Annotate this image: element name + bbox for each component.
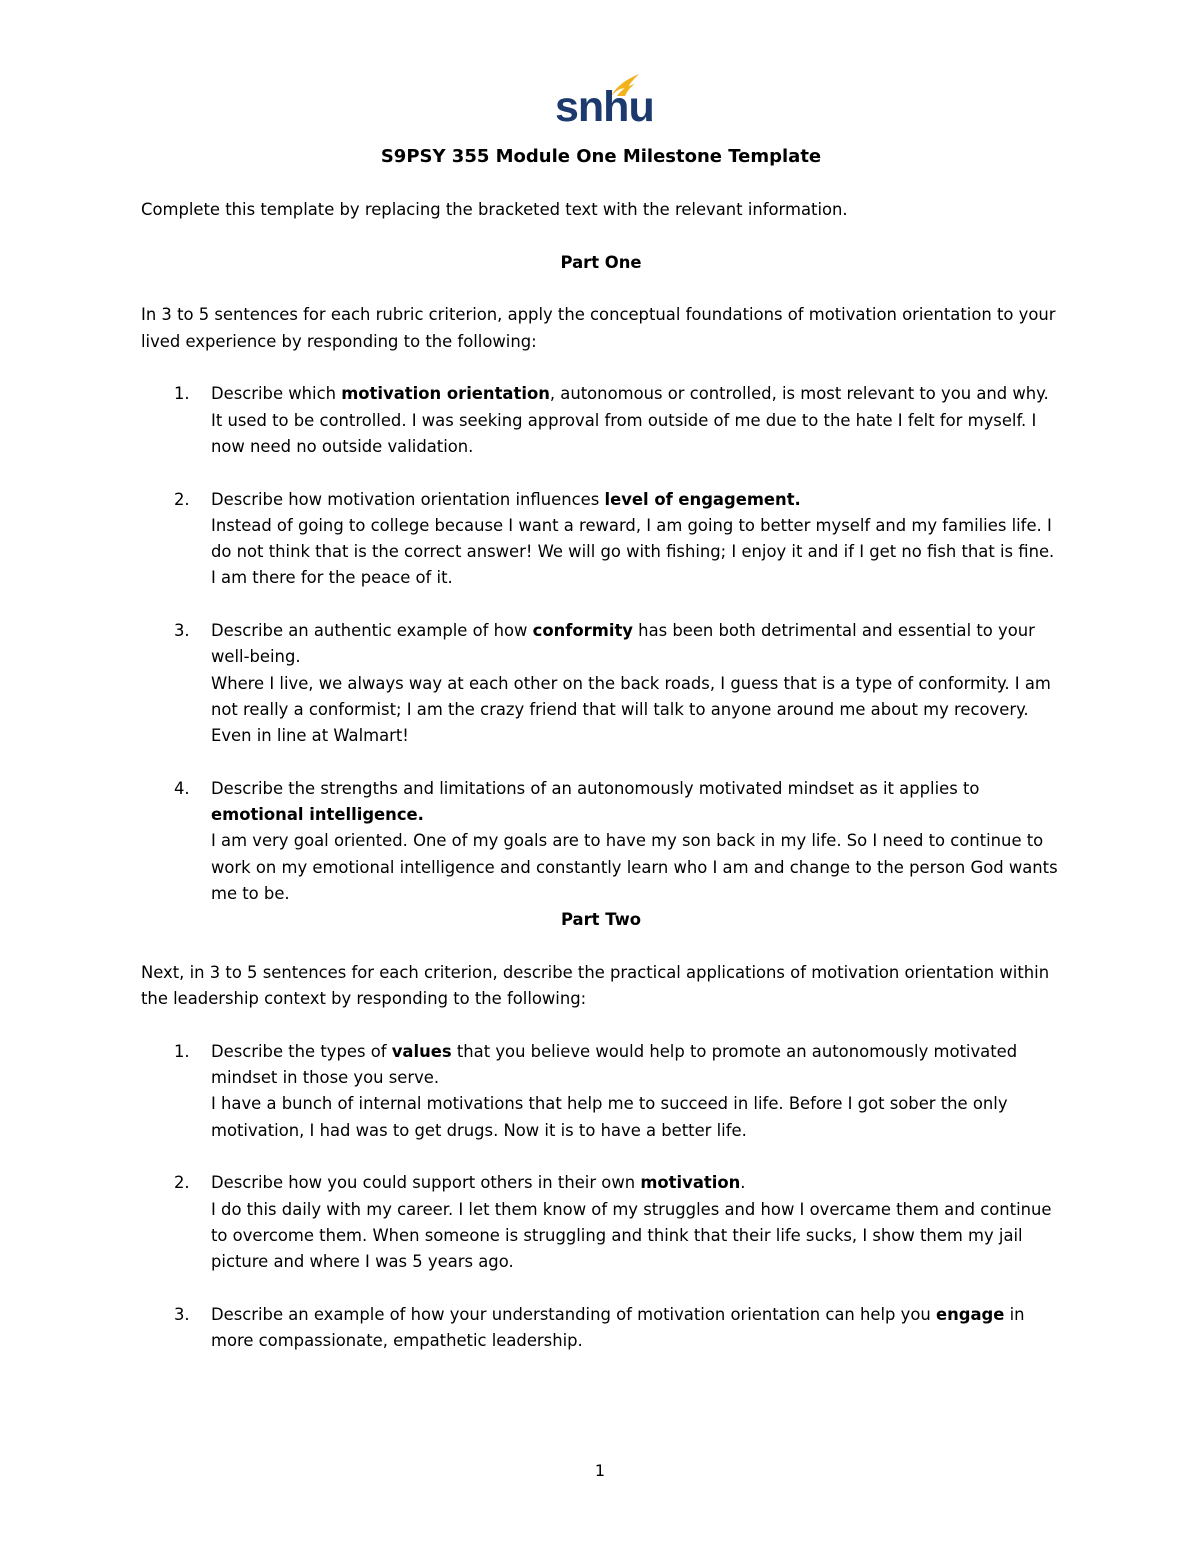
item-number: 4. bbox=[174, 778, 190, 798]
item-prompt: Describe an authentic example of how conformity has been both detrimental and essential to your well-being. bbox=[211, 621, 1035, 667]
item-answer: It used to be controlled. I was seeking approval from outside of me due to the hate I felt for myself. I now need no outside validation. bbox=[211, 410, 1037, 456]
part-one-heading: Part One bbox=[560, 252, 642, 272]
item-number: 1. bbox=[174, 1041, 190, 1061]
part-one-list bbox=[141, 381, 1061, 907]
item-number: 3. bbox=[174, 1304, 190, 1324]
item-number: 2. bbox=[174, 1173, 190, 1193]
item-prompt: Describe how motivation orientation influences level of engagement. bbox=[211, 489, 801, 509]
part-one-instruction: In 3 to 5 sentences for each rubric criterion, apply the conceptual foundations of motivation orientation to your lived experience by responding to the following: bbox=[141, 305, 1056, 351]
page-number: 1 bbox=[594, 1461, 606, 1480]
list-item bbox=[141, 1302, 1061, 1355]
list-item bbox=[141, 1039, 1061, 1144]
snhu-logo bbox=[555, 72, 654, 132]
item-answer: I am very goal oriented. One of my goals are to have my son back in my life. So I need to continue to work on my emotional intelligence and constantly learn who I am and change to the person God wants me to be. bbox=[211, 831, 1058, 904]
list-item bbox=[141, 381, 1061, 460]
item-prompt: Describe the types of values that you believe would help to promote an autonomously motivated mindset in those you serve. bbox=[211, 1041, 1018, 1088]
document-body bbox=[141, 143, 1061, 1354]
item-answer: I do this daily with my career. I let them know of my struggles and how I overcame them and continue to overcome them. When someone is struggling and think that their life sucks, I show them my jail picture and where I was 5 years ago. bbox=[211, 1199, 1052, 1272]
part-two-instruction: Next, in 3 to 5 sentences for each criterion, describe the practical applications of motivation orientation within the leadership context by responding to the following: bbox=[141, 962, 1050, 1009]
list-item bbox=[141, 487, 1061, 592]
document-title: S9PSY 355 Module One Milestone Template bbox=[380, 146, 822, 167]
item-number: 1. bbox=[174, 384, 190, 404]
item-prompt: Describe the strengths and limitations of an autonomously motivated mindset as it applies to emotional intelligence. bbox=[211, 778, 980, 825]
item-number: 3. bbox=[174, 621, 190, 641]
part-two-list bbox=[141, 1039, 1061, 1355]
item-answer: Instead of going to college because I want a reward, I am going to better myself and my families life. I do not think that is the correct answer! We will go with fishing; I enjoy it and if I get no fish that is fine. I am there for the peace of it. bbox=[211, 515, 1055, 588]
item-prompt: Describe how you could support others in their own motivation. bbox=[211, 1173, 746, 1193]
list-item bbox=[141, 1170, 1061, 1275]
item-prompt: Describe an example of how your understanding of motivation orientation can help you engage in more compassionate, empathetic leadership. bbox=[211, 1304, 1025, 1351]
part-two-heading: Part Two bbox=[560, 910, 642, 930]
item-answer: I have a bunch of internal motivations that help me to succeed in life. Before I got sober the only motivation, I had was to get drugs. Now it is to have a better life. bbox=[211, 1094, 1008, 1140]
item-number: 2. bbox=[174, 489, 190, 509]
logo-wordmark: snhu bbox=[555, 83, 654, 131]
intro-text: Complete this template by replacing the bracketed text with the relevant information. bbox=[141, 200, 848, 220]
list-item bbox=[141, 776, 1061, 907]
item-answer: Where I live, we always way at each other on the back roads, I guess that is a type of conformity. I am not really a conformist; I am the crazy friend that will talk to anyone around me about my recovery. Even in line at Walmart! bbox=[211, 673, 1051, 746]
item-prompt: Describe which motivation orientation, autonomous or controlled, is most relevant to you and why. bbox=[211, 384, 1049, 404]
list-item bbox=[141, 618, 1061, 749]
